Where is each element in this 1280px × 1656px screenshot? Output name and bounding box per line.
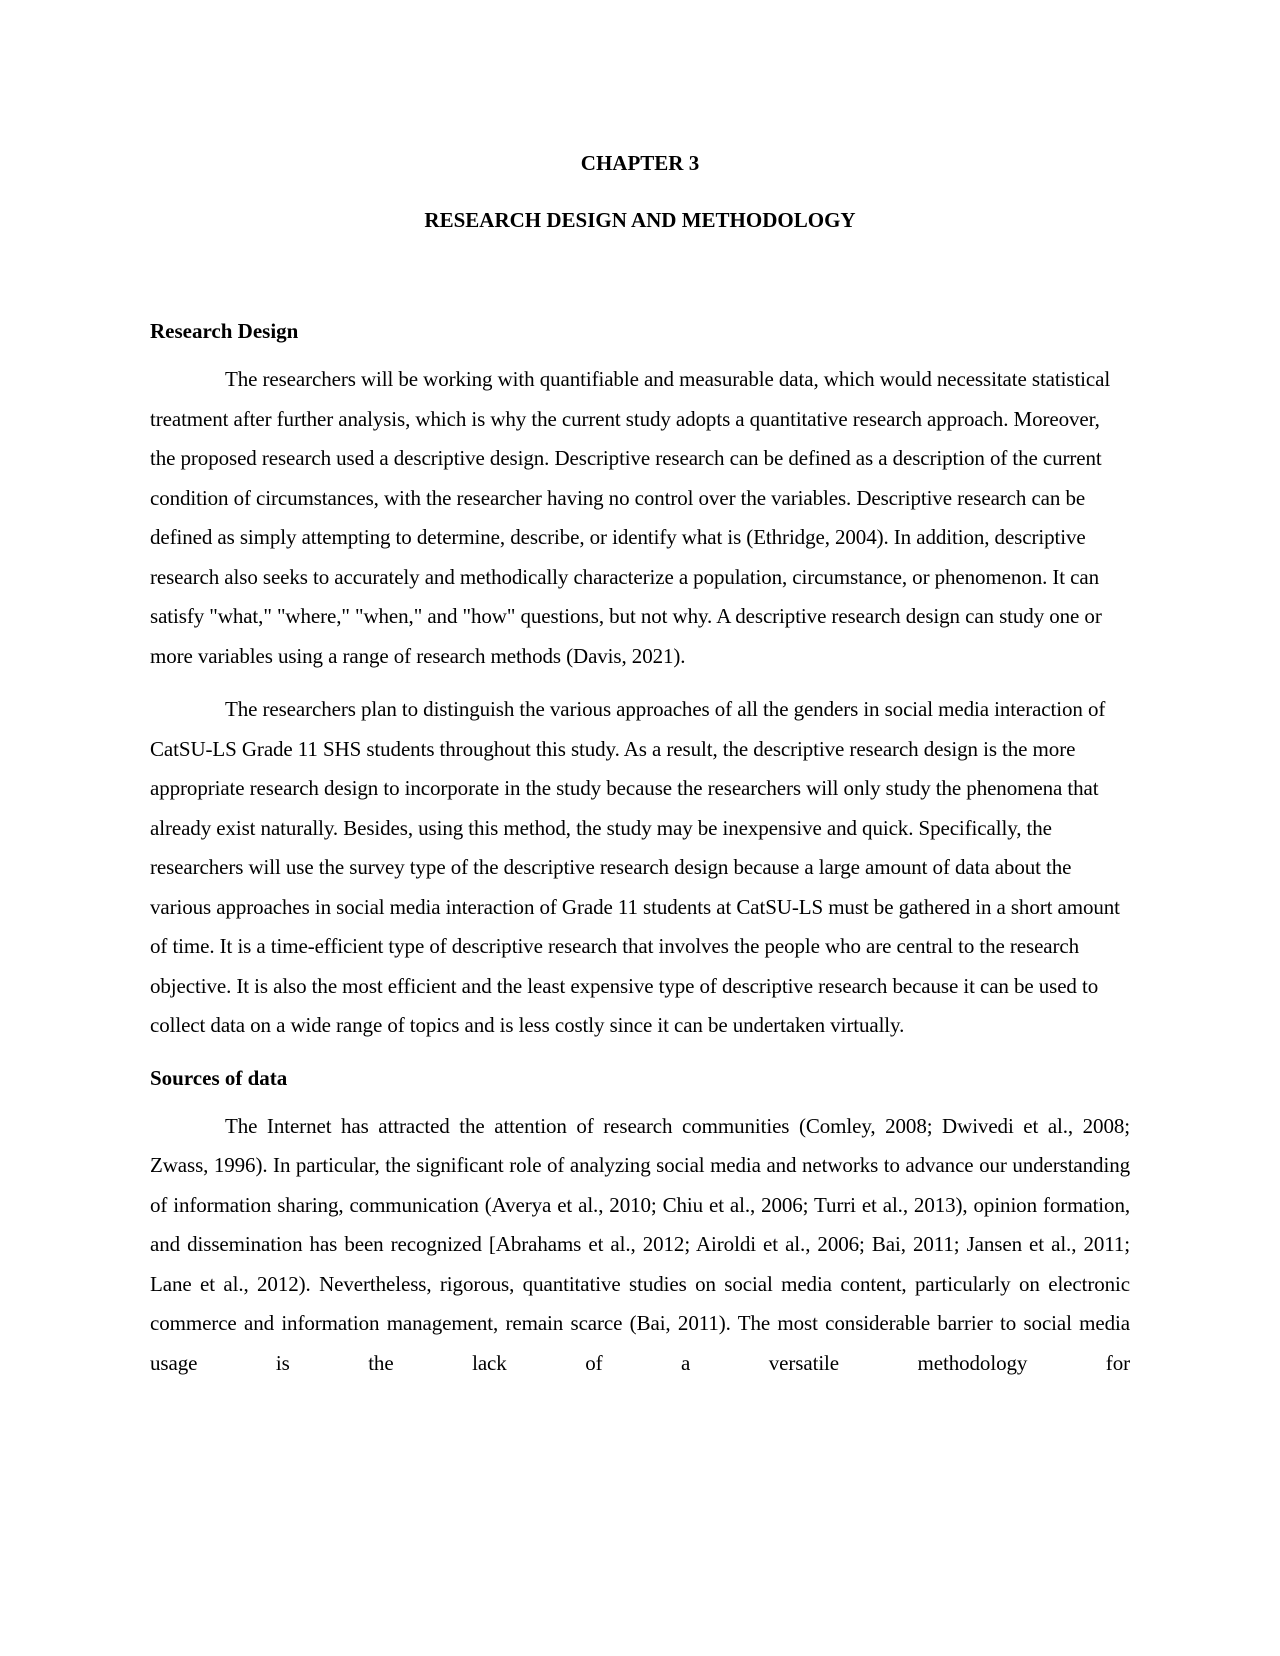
section-sources-of-data <box>150 1063 1130 1384</box>
page-content <box>150 148 1130 1383</box>
section-research-design <box>150 316 1130 1046</box>
body-paragraph: The researchers plan to distinguish the various approaches of all the genders in social media interaction of CatSU-LS Grade 11 SHS students throughout this study. As a result, the descriptive research design is the more appropriate research design to incorporate in the study because the researchers will only study the phenomena that already exist naturally. Besides, using this method, the study may be inexpensive and quick. Specifically, the researchers will use the survey type of the descriptive research design because a large amount of data about the various approaches in social media interaction of Grade 11 students at CatSU-LS must be gathered in a short amount of time. It is a time-efficient type of descriptive research that involves the people who are central to the research objective. It is also the most efficient and the least expensive type of descriptive research because it can be used to collect data on a wide range of topics and is less costly since it can be undertaken virtually. <box>150 697 1120 1037</box>
chapter-title: CHAPTER 3 <box>580 151 700 175</box>
section-heading: Sources of data <box>150 1065 288 1090</box>
body-paragraph: The researchers will be working with quantifiable and measurable data, which would necessitate statistical treatment after further analysis, which is why the current study adopts a quantitative research approach. Moreover, the proposed research used a descriptive design. Descriptive research can be defined as a description of the current condition of circumstances, with the researcher having no control over the variables. Descriptive research can be defined as simply attempting to determine, describe, or identify what is (Ethridge, 2004). In addition, descriptive research also seeks to accurately and methodically characterize a population, circumstance, or phenomenon. It can satisfy "what," "where," "when," and "how" questions, but not why. A descriptive research design can study one or more variables using a range of research methods (Davis, 2021). <box>150 367 1111 668</box>
body-paragraph: The Internet has attracted the attention of research communities (Comley, 2008; Dwivedi et al., 2008; Zwass, 1996). In particular, the significant role of analyzing social media and networks to advance our understanding of information sharing, communication (Averya et al., 2010; Chiu et al., 2006; Turri et al., 2013), opinion formation, and dissemination has been recognized [Abrahams et al., 2012; Airoldi et al., 2006; Bai, 2011; Jansen et al., 2011; Lane et al., 2012). Nevertheless, rigorous, quantitative studies on social media content, particularly on electronic commerce and information management, remain scarce (Bai, 2011). The most considerable barrier to social media usage is the lack of a versatile methodology for <box>150 1113 1130 1375</box>
chapter-subtitle: RESEARCH DESIGN AND METHODOLOGY <box>424 208 856 232</box>
section-heading: Research Design <box>150 319 299 343</box>
